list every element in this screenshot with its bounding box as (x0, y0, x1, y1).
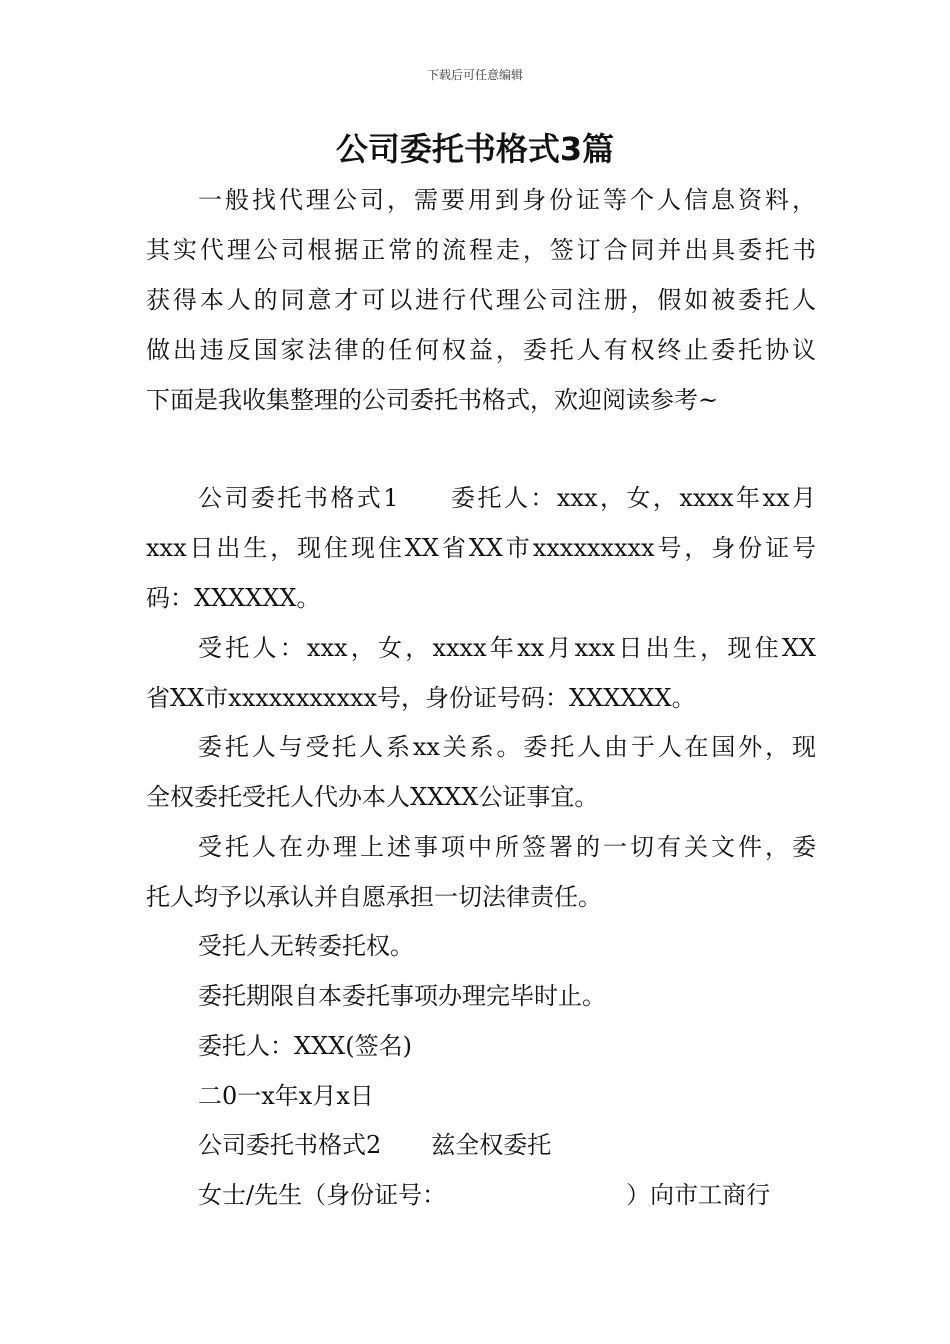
format2-line-2-start: 女士/先生（身份证号： (198, 1181, 447, 1209)
intro-line-1: 一般找代理公司，需要用到身份证等个人信息资料， (198, 186, 816, 214)
format1-line-4: 受托人：xxx，女，xxxx年xx月xxx日出生，现住XX (198, 634, 816, 662)
format1-line-6: 委托人与受托人系xx关系。委托人由于人在国外，现 (198, 733, 816, 761)
document-title: 公司委托书格式3篇 (335, 130, 615, 168)
format1-line-3: 码：XXXXXX。 (146, 584, 321, 612)
format1-heading: 公司委托书格式1 (198, 484, 399, 512)
format2-heading: 公司委托书格式2 (198, 1131, 382, 1159)
format1-date: 二0一x年x月x日 (198, 1082, 374, 1110)
format1-line-2: xxx日出生，现住现住XX省XX市xxxxxxxxx号，身份证号 (146, 534, 816, 562)
format1-line-8: 受托人在办理上述事项中所签署的一切有关文件，委 (198, 833, 816, 861)
format2-line-1 (198, 1129, 816, 1161)
format1-principal: 委托人：xxx，女，xxxx年xx月 (448, 484, 816, 512)
intro-line-5: 下面是我收集整理的公司委托书格式，欢迎阅读参考~ (146, 386, 719, 414)
page-header: 下载后可任意编辑 (426, 68, 523, 82)
format1-line-10: 受托人无转委托权。 (198, 932, 414, 960)
format1-line-7: 全权委托受托人代办本人XXXX公证事宜。 (146, 783, 599, 811)
format1-line-12: 委托人：XXX(签名) (198, 1032, 412, 1060)
format1-line-11: 委托期限自本委托事项办理完毕时止。 (198, 982, 606, 1010)
format2-line-2 (198, 1179, 816, 1211)
format1-line-5: 省XX市xxxxxxxxxxx号，身份证号码：XXXXXX。 (146, 684, 696, 712)
intro-line-3: 获得本人的同意才可以进行代理公司注册，假如被委托人 (146, 286, 816, 314)
intro-line-2: 其实代理公司根据正常的流程走，签订合同并出具委托书 (146, 236, 816, 264)
format1-line-1 (198, 482, 816, 514)
format2-intro: 兹全权委托 (431, 1131, 552, 1159)
intro-line-4: 做出违反国家法律的任何权益，委托人有权终止委托协议 (146, 336, 816, 364)
format1-line-9: 托人均予以承认并自愿承担一切法律责任。 (146, 883, 602, 911)
format2-line-2-end: ）向市工商行 (626, 1181, 771, 1209)
